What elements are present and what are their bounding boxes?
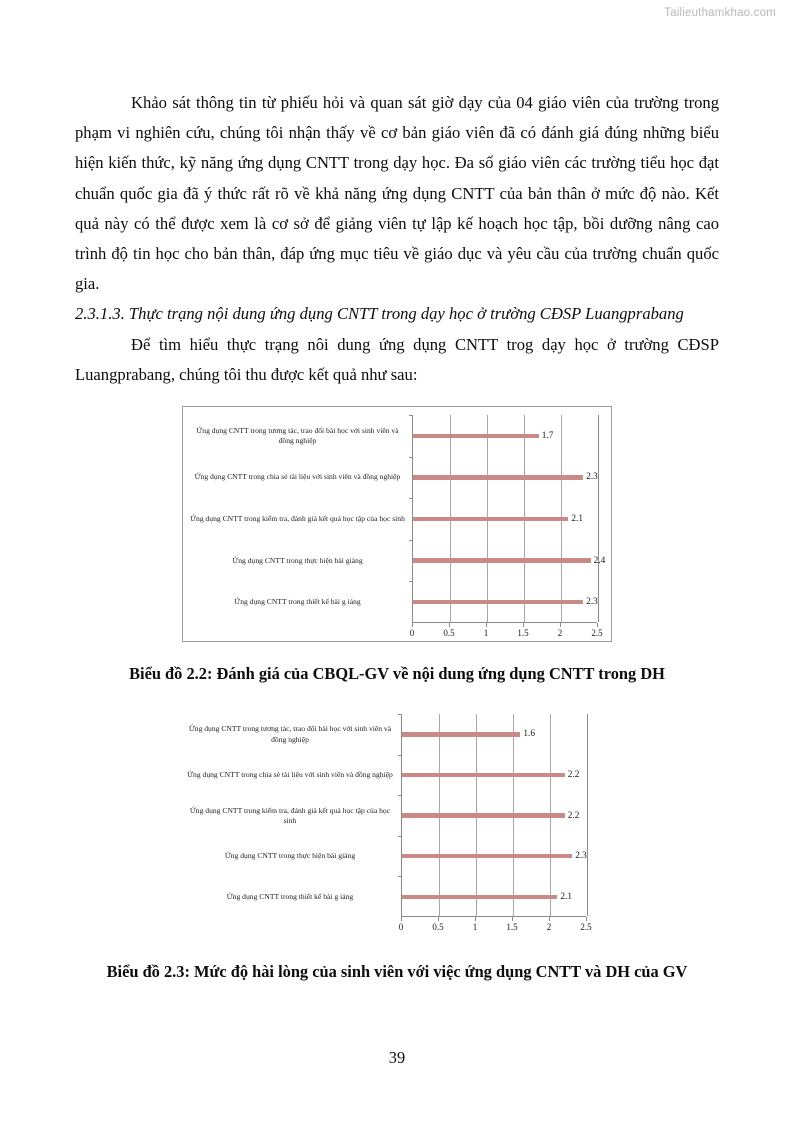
bar-value-label: 2.3 [575, 851, 587, 862]
x-tick-label: 0.5 [443, 628, 455, 639]
plot-area [401, 714, 586, 917]
category-label: Ứng dụng CNTT trong tương tác, trao đổi bài học với sinh viên và đồng nghiệp [188, 724, 392, 744]
bar [413, 434, 539, 438]
x-tick-mark [560, 623, 561, 627]
bar-value-label: 1.6 [523, 729, 536, 740]
x-tick-mark [475, 917, 476, 921]
bar [413, 475, 583, 479]
paragraph-2: Để tìm hiểu thực trạng nôi dung ứng dụng CNTT trog dạy học ở trường CĐSP Luangprabang, chúng tôi thu được kết quả như sau: [75, 334, 719, 384]
x-tick-mark [586, 917, 587, 921]
figure-bieu-do-2-2 [182, 406, 612, 642]
chart-2-frame [182, 706, 612, 938]
bar-value-label: 1.7 [541, 430, 554, 441]
x-tick-label: 0.5 [432, 922, 444, 933]
bar-value-label: 2.3 [586, 597, 598, 608]
bar [413, 517, 568, 521]
paragraph-1: Khảo sát thông tin từ phiếu hỏi và quan sát giờ dạy của 04 giáo viên của trường trong phạm vi nghiên cứu, chúng tôi nhận thấy về cơ bản giáo viên đã có đánh giá đúng những biểu hiện kiến thức, kỹ năng ứng dụng CNTT trong dạy học. Đa số giáo viên các trường tiểu học đạt chuẩn quốc gia đã ý thức rất rõ về khả năng ứng dụng CNTT của bản thân ở mức độ nào. Kết quả này có thể được xem là cơ sở để giảng viên tự lập kế hoạch học tập, bồi dưỡng nâng cao trình độ tin học cho bản thân, đáp ứng mục tiêu về giáo dục và yêu cầu của trường chuẩn quốc gia. [75, 93, 719, 294]
x-tick-mark [438, 917, 439, 921]
x-tick-label: 1 [472, 922, 478, 933]
category-label: Ứng dụng CNTT trong thiết kế bài g iảng [226, 891, 354, 901]
bar [402, 895, 557, 899]
y-tick-mark [409, 540, 413, 541]
y-tick-mark [409, 457, 413, 458]
y-tick-mark [398, 755, 402, 756]
x-tick-label: 2.5 [580, 922, 592, 933]
bar-value-label: 2.2 [567, 769, 580, 780]
x-tick-mark [597, 623, 598, 627]
top-margin-spacer [75, 0, 719, 88]
site-watermark: Tailieuthamkhao.com [664, 7, 776, 19]
section-heading-2-3-1-3: 2.3.1.3. Thực trạng nội dung ứng dụng CNTT trong dạy học ở trường CĐSP Luangprabang [75, 304, 684, 324]
y-tick-mark [398, 876, 402, 877]
x-tick-label: 2 [557, 628, 563, 639]
x-tick-mark [401, 917, 402, 921]
bar [402, 854, 572, 858]
x-tick-label: 1 [483, 628, 489, 639]
y-tick-mark [409, 581, 413, 582]
bar-value-label: 2.1 [560, 891, 573, 902]
page-number: 39 [388, 1048, 406, 1067]
x-tick-label: 0 [409, 628, 415, 639]
category-label: Ứng dụng CNTT trong thực hiện bài giảng [224, 851, 356, 861]
bar [413, 558, 591, 562]
chart-2-canvas [182, 706, 612, 938]
bar-value-label: 2.3 [586, 472, 598, 483]
x-tick-label: 1.5 [506, 922, 518, 933]
y-tick-mark [398, 714, 402, 715]
bar-value-label: 2.2 [567, 810, 580, 821]
category-label: Ứng dụng CNTT trong thực hiện bài giảng [232, 555, 363, 565]
y-tick-mark [398, 836, 402, 837]
chart-1-frame [182, 406, 612, 642]
bar [402, 773, 565, 777]
x-tick-label: 0 [398, 922, 404, 933]
x-tick-label: 2 [546, 922, 552, 933]
figure-2-caption: Biểu đồ 2.3: Mức độ hài lòng của sinh viên với việc ứng dụng CNTT và DH của GV [106, 962, 688, 982]
y-tick-mark [409, 415, 413, 416]
figure-bieu-do-2-3 [182, 706, 612, 938]
chart-1-canvas [183, 407, 611, 641]
category-label: Ứng dụng CNTT trong chia sẻ tài liệu với sinh viên và đồng nghiệp [187, 769, 393, 779]
x-tick-mark [449, 623, 450, 627]
x-tick-mark [512, 917, 513, 921]
x-tick-mark [549, 917, 550, 921]
document-page [75, 0, 719, 983]
category-label: Ứng dụng CNTT trong thiết kế bài g iảng [234, 597, 361, 607]
category-label: Ứng dụng CNTT trong kiểm tra, đánh giá kết quả học tập của học sinh [190, 513, 405, 523]
figure-1-caption: Biểu đồ 2.2: Đánh giá của CBQL-GV về nội dung ứng dụng CNTT trong DH [129, 664, 665, 684]
x-tick-label: 1.5 [517, 628, 529, 639]
y-tick-mark [409, 498, 413, 499]
gridline [598, 415, 599, 622]
plot-area [412, 415, 597, 623]
x-tick-mark [412, 623, 413, 627]
x-tick-mark [523, 623, 524, 627]
category-label: Ứng dụng CNTT trong tương tác, trao đổi bài học với sinh viên và đồng nghiệp [196, 425, 399, 445]
gridline [587, 714, 588, 916]
x-tick-label: 2.5 [591, 628, 603, 639]
bar [413, 600, 583, 604]
category-label: Ứng dụng CNTT trong chia sẻ tài liệu với sinh viên và đồng nghiệp [194, 472, 401, 482]
bar [402, 813, 565, 817]
bar-value-label: 2.1 [571, 514, 584, 525]
bar [402, 732, 520, 736]
x-tick-mark [486, 623, 487, 627]
bar-value-label: 2.4 [593, 555, 606, 566]
category-label: Ứng dụng CNTT trong kiểm tra, đánh giá kết quả học tập của học sinh [189, 805, 391, 825]
y-tick-mark [398, 795, 402, 796]
